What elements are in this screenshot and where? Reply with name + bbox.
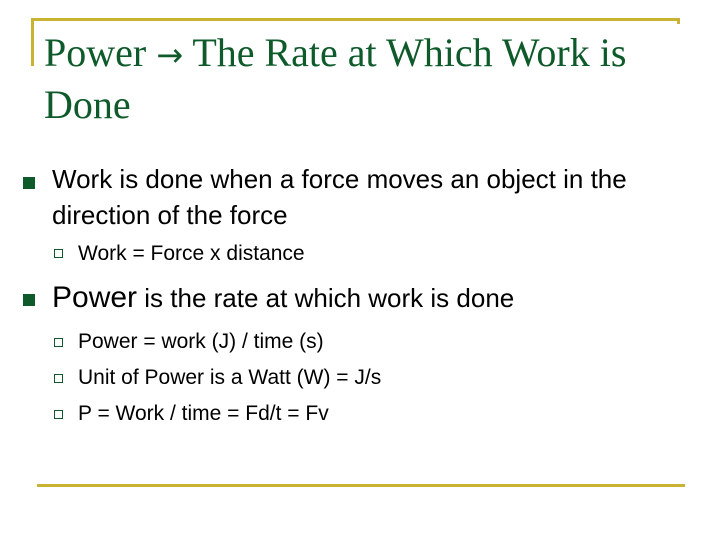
frame-right-rule bbox=[677, 18, 680, 24]
bullet-work-definition: Work is done when a force moves an object in the direction of the force bbox=[52, 164, 627, 230]
hollow-square-bullet-icon bbox=[54, 338, 63, 347]
sub-bullet-power-formula: Power = work (J) / time (s) bbox=[78, 330, 324, 353]
slide-title bbox=[44, 28, 684, 130]
frame-bottom-rule bbox=[37, 484, 685, 487]
sub-bullet-power-fv: P = Work / time = Fd/t = Fv bbox=[78, 402, 329, 425]
right-arrow-icon: → bbox=[156, 36, 184, 74]
title-part-rest: The Rate at Which Work is Done bbox=[44, 30, 627, 127]
hollow-square-bullet-icon bbox=[54, 249, 63, 258]
square-bullet-icon bbox=[23, 177, 35, 189]
bullet-power-definition bbox=[52, 280, 672, 316]
title-part-power: Power bbox=[44, 30, 147, 75]
sub-bullet-watt-unit: Unit of Power is a Watt (W) = J/s bbox=[78, 366, 382, 389]
sub-bullet-work-formula: Work = Force x distance bbox=[78, 242, 305, 265]
frame-top-rule bbox=[31, 18, 680, 21]
power-definition-text: is the rate at which work is done bbox=[144, 283, 515, 313]
square-bullet-icon bbox=[23, 294, 35, 306]
frame-left-rule bbox=[31, 18, 34, 66]
hollow-square-bullet-icon bbox=[54, 410, 63, 419]
power-emphasis: Power bbox=[52, 281, 138, 314]
hollow-square-bullet-icon bbox=[54, 374, 63, 383]
